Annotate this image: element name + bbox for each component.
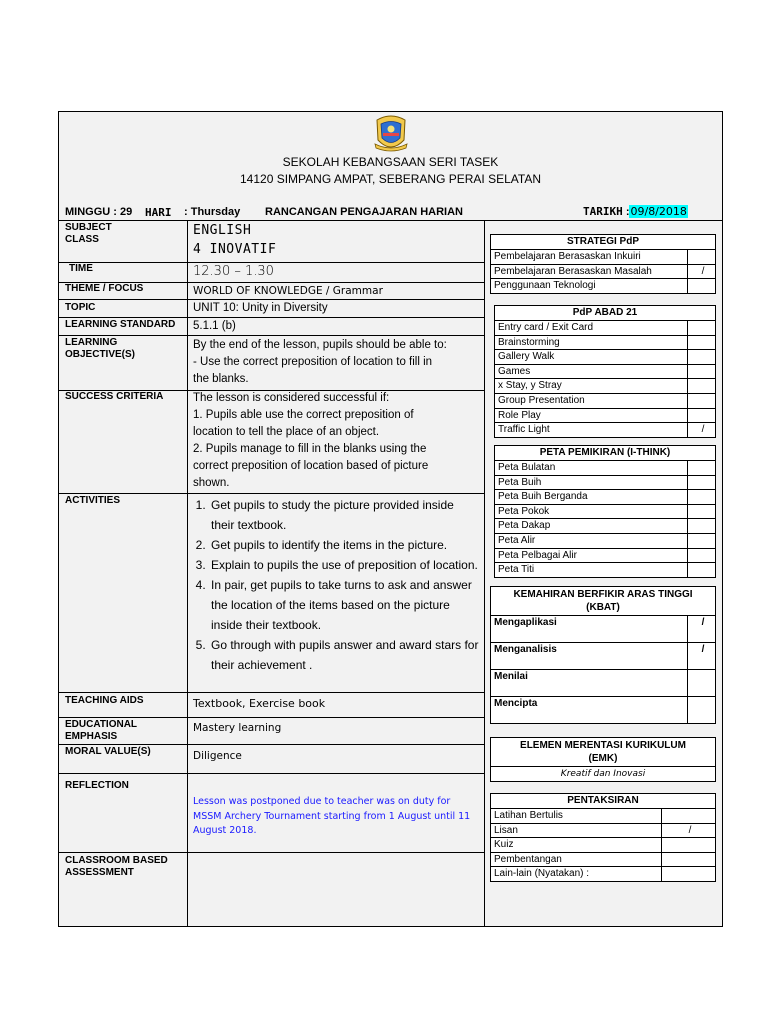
reflection-value: Lesson was postponed due to teacher was on duty for MSSM Archery Tournament starting from 1 August until 11 August 2018. [193,796,471,836]
pentaksiran-row: Latihan Bertulis [491,809,715,824]
strategi-table [490,234,716,294]
moral-label: MORAL VALUE(S) [65,746,151,757]
school-name: SEKOLAH KEBANGSAAN SERI TASEK [282,155,499,169]
time-label: TIME [69,263,93,274]
sc-label: SUCCESS CRITERIA [65,391,164,402]
activity-item: 2. Get pupils to identify the items in the picture. [209,535,479,555]
abad21-row: Traffic Light / [495,423,715,437]
sc-line-5: correct preposition of location based of picture [193,460,429,472]
subject-label: SUBJECT [65,222,112,233]
lo-line-3: the blanks. [193,373,249,385]
topic-value: UNIT 10: Unity in Diversity [193,302,328,314]
ithink-row: Peta Buih Berganda [495,490,715,505]
emk-table [490,737,716,782]
cba-label-1: CLASSROOM BASED [65,855,168,866]
sc-line-2: 1. Pupils able use the correct preposition of [193,409,414,421]
sc-line-6: shown. [193,477,230,489]
theme-value: WORLD OF KNOWLEDGE / Grammar [193,285,383,297]
strategi-row: Pembelajaran Berasaskan Inkuiri [491,250,715,265]
activity-item: 4. In pair, get pupils to take turns to ask and answer the location of the items based on the picture inside their textbook. [209,575,479,635]
abad21-row: Gallery Walk [495,350,715,365]
tarikh-sep: : [625,206,630,218]
hari-label: HARI [145,206,172,219]
abad21-row: Group Presentation [495,394,715,409]
abad21-row: Brainstorming [495,336,715,351]
abad21-row: Games [495,365,715,380]
lo-line-2: - Use the correct preposition of location to fill in [193,356,433,368]
theme-label: THEME / FOCUS [65,283,144,294]
abad21-row: Role Play [495,409,715,424]
pentaksiran-title: PENTAKSIRAN [491,794,715,809]
emk-title-1: ELEMEN MERENTASI KURIKULUM [520,740,686,751]
school-address: 14120 SIMPANG AMPAT, SEBERANG PERAI SELATAN [240,172,541,186]
doc-title: RANCANGAN PENGAJARAN HARIAN [265,206,464,218]
ithink-table [494,445,716,578]
reflection-label: REFLECTION [65,780,129,791]
ithink-row: Peta Buih [495,476,715,491]
kbat-row: Mencipta [491,697,715,723]
kbat-row: Menilai [491,670,715,697]
ithink-row: Peta Pokok [495,505,715,520]
ithink-row: Peta Pelbagai Alir [495,549,715,564]
lo-label-1: LEARNING [65,337,118,348]
class-label: CLASS [65,234,99,245]
sc-line-1: The lesson is considered successful if: [193,392,390,404]
kbat-title-1: KEMAHIRAN BERFIKIR ARAS TINGGI [513,589,693,600]
tarikh-label: TARIKH [583,205,623,218]
emk-value: Kreatif dan Inovasi [560,769,646,779]
pentaksiran-row: Lisan / [491,824,715,839]
pentaksiran-row: Lain-lain (Nyatakan) : [491,867,715,881]
minggu-value: : 29 [113,206,133,218]
abad21-table [494,305,716,438]
activity-item: 1. Get pupils to study the picture provided inside their textbook. [209,495,479,535]
hari-value: : Thursday [184,206,241,218]
tarikh-value: 09/8/2018 [630,205,687,218]
lo-text [193,337,481,388]
emk-title [491,738,715,767]
lo-line-1: By the end of the lesson, pupils should be able to: [193,339,447,351]
activities-label: ACTIVITIES [65,495,121,506]
emph-label-2: EMPHASIS [65,731,118,742]
strategi-row: Pembelajaran Berasaskan Masalah / [491,265,715,280]
class-value: 4 INOVATIF [193,242,277,257]
ithink-row: Peta Bulatan [495,461,715,476]
abad21-title: PdP ABAD 21 [495,306,715,321]
ls-value: 5.1.1 (b) [193,320,236,332]
tarikh-field [583,205,688,218]
sc-line-4: 2. Pupils manage to fill in the blanks using the [193,443,427,455]
lo-label-2: OBJECTIVE(S) [65,349,136,360]
ithink-row: Peta Dakap [495,519,715,534]
sc-text [193,390,481,492]
time-value: 12.30 – 1.30 [193,264,274,279]
emph-label-1: EDUCATIONAL [65,719,138,730]
pentaksiran-table [490,793,716,882]
aids-value: Textbook, Exercise book [193,697,326,710]
cba-label-2: ASSESSMENT [65,867,134,878]
ithink-row: Peta Titi [495,563,715,577]
activity-item: 3. Explain to pupils the use of preposition of location. [209,555,479,575]
moral-value: Diligence [193,750,242,762]
strategi-row: Penggunaan Teknologi [491,279,715,293]
sc-line-3: location to tell the place of an object. [193,426,380,438]
emk-title-2: (EMK) [588,753,618,764]
kbat-row: Menganalisis / [491,643,715,670]
ithink-title: PETA PEMIKIRAN (I-THINK) [495,446,715,461]
school-crest-icon [373,114,409,154]
subject-value: ENGLISH [193,223,252,238]
activities-list [189,495,479,675]
ithink-row: Peta Alir [495,534,715,549]
topic-label: TOPIC [65,302,96,313]
kbat-table [490,586,716,724]
abad21-row: x Stay, y Stray [495,379,715,394]
kbat-title [491,587,715,616]
pentaksiran-row: Kuiz [491,838,715,853]
emph-value: Mastery learning [193,722,282,734]
kbat-title-2: (KBAT) [586,602,620,613]
lesson-plan-sheet [58,111,723,927]
minggu-label: MINGGU [65,206,111,218]
kbat-row: Mengaplikasi / [491,616,715,643]
pentaksiran-row: Pembentangan [491,853,715,868]
strategi-title: STRATEGI PdP [491,235,715,250]
abad21-row: Entry card / Exit Card [495,321,715,336]
ls-label: LEARNING STANDARD [65,319,176,330]
activity-item: 5. Go through with pupils answer and award stars for their achievement . [209,635,479,675]
minggu-field [65,206,132,218]
aids-label: TEACHING AIDS [65,695,144,706]
